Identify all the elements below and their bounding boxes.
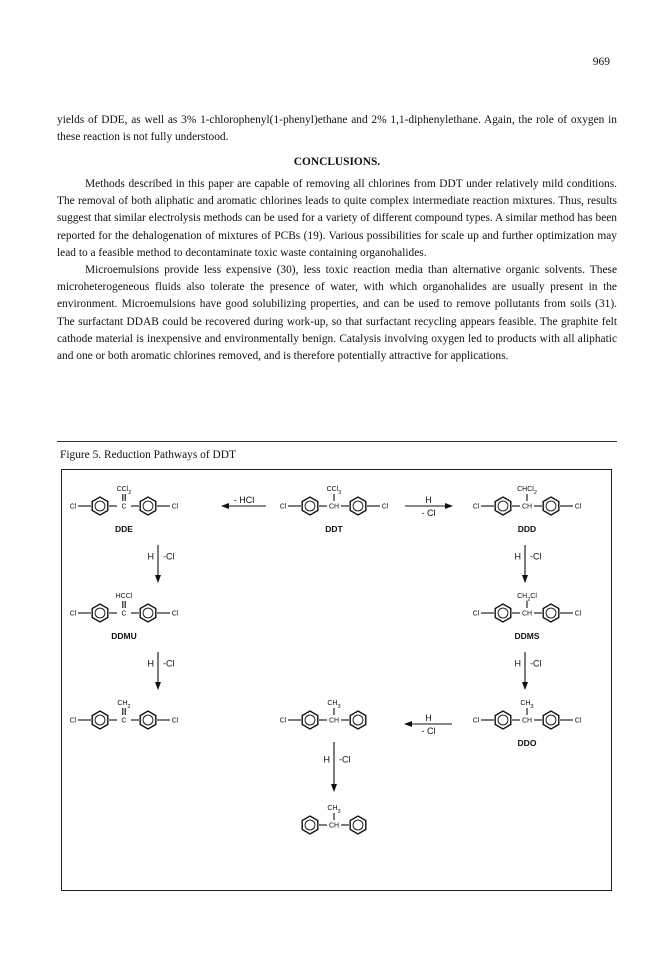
benzene-ring-left <box>495 604 511 622</box>
benzene-ring-right <box>543 604 559 622</box>
arrow-dde-to-ddmu <box>148 545 175 582</box>
benzene-ring-right <box>350 497 366 515</box>
arrow-ddmu-to-vinyl <box>148 652 175 689</box>
benzene-ring-left <box>302 711 318 729</box>
benzene-ring-left <box>92 497 108 515</box>
substituent-group-label: CHCl$_2$ <box>517 486 537 496</box>
chlorine-label-right: Cl <box>574 610 582 618</box>
chlorine-label-left: Cl <box>69 610 77 618</box>
arrow-ddms-to-ddo-label-cl: -Cl <box>530 658 542 669</box>
paragraph-2: Microemulsions provide less expensive (30), less toxic reaction media than alternative organic solvents. These microheterogeneous fluids also tolerate the presence of water, with which organohalides are usually present in the environment. Microemulsions have good solubilizing properties, and can be used to remove pollutants from soils (31). The surfactant DDAB could be recovered during work-up, so that surfactant recycling appears feasible. The graphite felt cathode material is inexpensive and environmentally benign. Catalysis involving oxygen led to products with all aliphatic and one or both aromatic chlorines removed, and is therefore potentially attractive for applications. <box>57 264 617 363</box>
center-carbon-label: C <box>121 610 127 618</box>
chlorine-label-right: Cl <box>574 503 582 511</box>
arrow-ddo-to-mid-label-bottom: - Cl <box>421 726 436 736</box>
benzene-ring-left <box>92 711 108 729</box>
substituent-group-label: CCl$_3$ <box>326 486 342 496</box>
arrow-ddt-to-ddd <box>405 495 452 518</box>
compound-dde <box>70 486 179 534</box>
benzene-ring-right <box>350 816 366 834</box>
figure-separator-rule <box>57 441 617 442</box>
benzene-ring-left <box>495 497 511 515</box>
chlorine-label-left: Cl <box>279 717 287 725</box>
arrow-ddt-to-dde-label-top: - HCl <box>233 495 255 505</box>
arrow-ddt-to-ddd-label-bottom: - Cl <box>421 508 436 518</box>
conclusions-body <box>57 176 617 365</box>
arrow-ddms-to-ddo <box>515 652 542 689</box>
page-number: 969 <box>592 56 610 68</box>
intro-paragraph <box>57 112 617 146</box>
intro-text: yields of DDE, as well as 3% 1-chlorophenyl(1-phenyl)ethane and 2% 1,1-diphenylethane. Again, the role of oxygen in these reaction is not fully understood. <box>57 114 617 144</box>
substituent-group-label: $CH_2$ <box>117 700 131 710</box>
benzene-ring-left <box>92 604 108 622</box>
benzene-ring-right <box>350 711 366 729</box>
section-heading: CONCLUSIONS. <box>293 156 381 168</box>
compound-dde_mono <box>280 700 366 729</box>
arrow-ddms-to-ddo-label-h: H <box>514 658 521 669</box>
arrow-ddmu-to-vinyl-label-h: H <box>147 658 154 669</box>
arrow-ddo-to-mid <box>405 713 452 736</box>
figure-caption: Figure 5. Reduction Pathways of DDT <box>60 449 236 461</box>
chlorine-label-left: Cl <box>69 717 77 725</box>
arrow-dde-to-ddmu-label-h: H <box>147 551 154 562</box>
compound-ddo <box>473 700 582 748</box>
substituent-group-label: $CH_3$ <box>327 700 341 710</box>
benzene-ring-right <box>543 497 559 515</box>
paragraph-1: Methods described in this paper are capable of removing all chlorines from DDT under relatively mild conditions. The removal of both aliphatic and aromatic chlorines leads to quite complex intermediate reaction mixtures. Thus, results suggest that similar electrolysis methods can be used for a variety of different compound types. A similar method has been reported for the dehalogenation of mixtures of PCBs (19). Various possibilities for scale up and further optimization may lead to a feasible method to decontaminate toxic waste containing organohalides. <box>57 178 617 259</box>
arrow-ddo-to-mid-label-top: H <box>425 713 432 723</box>
arrow-ddt-to-dde <box>222 495 266 506</box>
compound-name-ddo: DDO <box>517 738 537 748</box>
figure-frame <box>61 469 612 891</box>
compound-ddmu <box>70 593 179 641</box>
center-carbon-label: CH <box>328 822 340 830</box>
chlorine-label-right: Cl <box>171 610 179 618</box>
arrow-ddmu-to-vinyl-label-cl: -Cl <box>163 658 175 669</box>
arrow-mid-to-final-label-h: H <box>323 754 330 765</box>
compound-diphenylethane <box>302 805 366 834</box>
benzene-ring-right <box>543 711 559 729</box>
compound-ddt <box>280 486 389 534</box>
benzene-ring-left <box>302 497 318 515</box>
center-carbon-label: CH <box>328 503 340 511</box>
center-carbon-label: C <box>121 717 127 725</box>
substituent-group-label: $CH_2Cl$ <box>517 593 537 603</box>
substituent-group-label: $CH_3$ <box>520 700 534 710</box>
center-carbon-label: C <box>121 503 127 511</box>
compound-name-ddms: DDMS <box>514 631 540 641</box>
arrow-ddt-to-ddd-label-top: H <box>425 495 432 505</box>
compound-vinyl <box>70 700 179 729</box>
reaction-scheme-diagram <box>62 470 613 892</box>
compound-name-ddmu: DDMU <box>111 631 137 641</box>
compound-name-ddt: DDT <box>325 524 343 534</box>
benzene-ring-right <box>140 604 156 622</box>
chlorine-label-right: Cl <box>574 717 582 725</box>
benzene-ring-right <box>140 497 156 515</box>
arrow-ddd-to-ddms-label-h: H <box>514 551 521 562</box>
chlorine-label-right: Cl <box>171 503 179 511</box>
chlorine-label-left: Cl <box>69 503 77 511</box>
compound-ddms <box>473 593 582 641</box>
arrow-ddd-to-ddms <box>515 545 542 582</box>
benzene-ring-left <box>495 711 511 729</box>
chlorine-label-left: Cl <box>279 503 287 511</box>
center-carbon-label: CH <box>521 610 533 618</box>
center-carbon-label: CH <box>521 503 533 511</box>
arrow-dde-to-ddmu-label-cl: -Cl <box>163 551 175 562</box>
center-carbon-label: CH <box>328 717 340 725</box>
substituent-group-label: HCCl <box>115 593 133 600</box>
chlorine-label-left: Cl <box>472 503 480 511</box>
arrow-mid-to-final-label-cl: -Cl <box>339 754 351 765</box>
substituent-group-label: $CH_3$ <box>327 805 341 815</box>
compound-name-ddd: DDD <box>517 524 537 534</box>
benzene-ring-left <box>302 816 318 834</box>
compound-ddd <box>473 486 582 534</box>
arrow-mid-to-final <box>324 742 351 791</box>
arrow-ddd-to-ddms-label-cl: -Cl <box>530 551 542 562</box>
substituent-group-label: CCl$_2$ <box>116 486 132 496</box>
center-carbon-label: CH <box>521 717 533 725</box>
chlorine-label-right: Cl <box>171 717 179 725</box>
chlorine-label-left: Cl <box>472 610 480 618</box>
chlorine-label-right: Cl <box>381 503 389 511</box>
compound-name-dde: DDE <box>115 524 133 534</box>
chlorine-label-left: Cl <box>472 717 480 725</box>
benzene-ring-right <box>140 711 156 729</box>
